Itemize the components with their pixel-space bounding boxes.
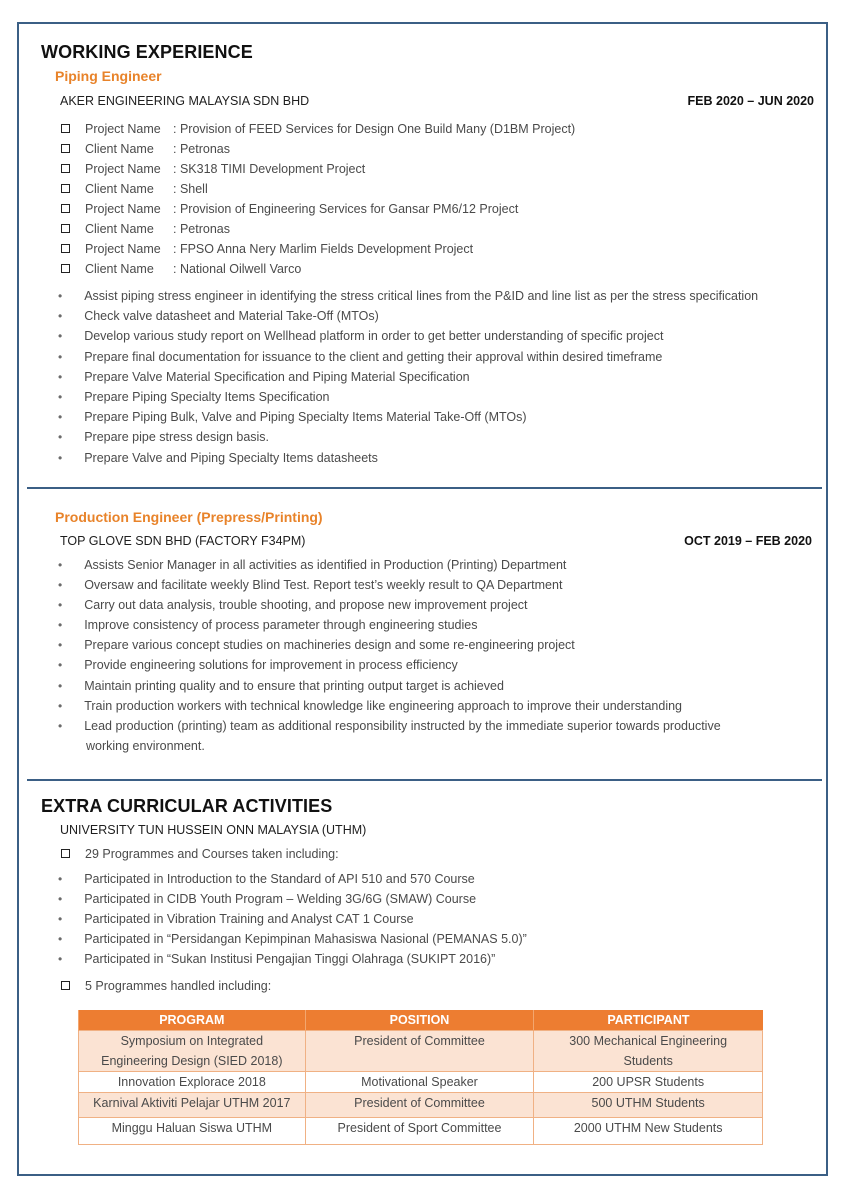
- project-item: [61, 239, 575, 259]
- column-header-program: PROGRAM: [79, 1010, 306, 1031]
- project-item: [61, 219, 575, 239]
- project-label: Project Name: [85, 162, 161, 176]
- job1-project-list: [61, 119, 575, 279]
- project-value: : FPSO Anna Nery Marlim Fields Development Project: [173, 242, 474, 256]
- job1-duties: [58, 286, 758, 468]
- project-item: [61, 159, 575, 179]
- duty-text: Check valve datasheet and Material Take-Off (MTOs): [84, 309, 379, 324]
- program-cell: [79, 1031, 306, 1072]
- project-value: : Petronas: [173, 222, 230, 236]
- bullet-icon: •: [58, 952, 63, 966]
- job2-company: TOP GLOVE SDN BHD (FACTORY F34PM): [60, 534, 306, 548]
- duty-item: [58, 655, 721, 675]
- duty-item: [58, 448, 758, 468]
- duty-text: Assist piping stress engineer in identifying the stress critical lines from the P&ID and line list as per the stress specification: [84, 289, 759, 303]
- checkbox-icon: [61, 124, 70, 133]
- bullet-icon: •: [58, 450, 63, 465]
- bullet-icon: •: [58, 430, 63, 445]
- duty-text: Carry out data analysis, trouble shooting, and propose new improvement project: [84, 598, 528, 613]
- bullet-icon: •: [58, 658, 63, 673]
- duty-item: [58, 635, 721, 655]
- checkbox-icon: [61, 184, 70, 193]
- bullet-icon: •: [58, 598, 63, 613]
- duty-text: Prepare Piping Bulk, Valve and Piping Specialty Items Material Take-Off (MTOs): [84, 410, 527, 425]
- bullet-icon: •: [58, 410, 63, 425]
- university-name: UNIVERSITY TUN HUSSEIN ONN MALAYSIA (UTHM): [60, 823, 367, 837]
- project-label: Project Name: [85, 242, 161, 256]
- project-item: [61, 259, 575, 279]
- duty-text: Prepare various concept studies on machineries design and some re-engineering project: [84, 638, 575, 653]
- course-item: [58, 949, 527, 969]
- program-line: Engineering Design (SIED 2018): [101, 1054, 283, 1068]
- table-row: [79, 1031, 763, 1072]
- duty-item: [58, 595, 721, 615]
- project-item: [61, 139, 575, 159]
- course-item: [58, 869, 527, 889]
- duty-item: [58, 367, 758, 387]
- extra-curricular-heading: EXTRA CURRICULAR ACTIVITIES: [41, 796, 333, 816]
- duty-continuation: [58, 736, 721, 756]
- bullet-icon: •: [58, 578, 63, 593]
- duty-item: [58, 615, 721, 635]
- section-divider: [27, 779, 822, 781]
- program-cell: Karnival Aktiviti Pelajar UTHM 2017: [79, 1093, 306, 1118]
- bullet-icon: •: [58, 932, 63, 946]
- job1-role: Piping Engineer: [55, 68, 162, 84]
- checkbox-icon: [61, 981, 70, 990]
- course-item: [58, 909, 527, 929]
- duty-text: Develop various study report on Wellhead platform in order to get better understanding of specific project: [84, 329, 664, 344]
- job2-role: Production Engineer (Prepress/Printing): [55, 509, 323, 525]
- duty-text: Prepare Valve and Piping Specialty Items datasheets: [84, 450, 378, 465]
- table-row: [79, 1093, 763, 1118]
- handled-intro: [61, 979, 271, 993]
- project-label: Project Name: [85, 122, 161, 136]
- duty-item: [58, 676, 721, 696]
- duty-text: Prepare Piping Specialty Items Specification: [84, 390, 330, 405]
- checkbox-icon: [61, 144, 70, 153]
- project-value: : SK318 TIMI Development Project: [173, 162, 366, 176]
- duty-text: Maintain printing quality and to ensure that printing output target is achieved: [84, 678, 504, 693]
- job2-dates: OCT 2019 – FEB 2020: [684, 534, 812, 548]
- bullet-icon: •: [58, 349, 63, 364]
- position-cell: Motivational Speaker: [305, 1072, 534, 1093]
- course-text: Participated in Introduction to the Standard of API 510 and 570 Course: [84, 872, 475, 886]
- participant-cell: [534, 1031, 763, 1072]
- bullet-icon: •: [58, 309, 63, 324]
- course-item: [58, 929, 527, 949]
- duty-item: [58, 696, 721, 716]
- position-cell: President of Sport Committee: [305, 1118, 534, 1145]
- job2-duties: [58, 555, 721, 756]
- duty-item: [58, 306, 758, 326]
- duty-text: Oversaw and facilitate weekly Blind Test. Report test’s weekly result to QA Department: [84, 578, 563, 593]
- checkbox-icon: [61, 849, 70, 858]
- duty-text: Prepare pipe stress design basis.: [84, 430, 270, 445]
- job1-company: AKER ENGINEERING MALAYSIA SDN BHD: [60, 94, 310, 108]
- duty-item: [58, 286, 758, 306]
- participant-cell: 200 UPSR Students: [534, 1072, 763, 1093]
- bullet-icon: •: [58, 329, 63, 344]
- bullet-icon: •: [58, 369, 63, 384]
- participant-cell: 500 UTHM Students: [534, 1093, 763, 1118]
- duty-item: [58, 347, 758, 367]
- table-row: [79, 1118, 763, 1145]
- project-label: Client Name: [85, 222, 154, 236]
- course-text: Participated in CIDB Youth Program – Welding 3G/6G (SMAW) Course: [84, 892, 477, 906]
- column-header-position: POSITION: [305, 1010, 534, 1031]
- table-header-row: [79, 1010, 763, 1031]
- job1-dates: FEB 2020 – JUN 2020: [687, 94, 814, 108]
- bullet-icon: •: [58, 618, 63, 633]
- duty-text: working environment.: [86, 738, 205, 753]
- duty-item: [58, 427, 758, 447]
- duty-item: [58, 575, 721, 595]
- duty-text: Prepare final documentation for issuance to the client and getting their approval within desired timeframe: [84, 349, 663, 364]
- courses-intro-text: 29 Programmes and Courses taken including:: [85, 847, 339, 861]
- course-text: Participated in Vibration Training and Analyst CAT 1 Course: [84, 912, 414, 926]
- checkbox-icon: [61, 224, 70, 233]
- duty-item: [58, 407, 758, 427]
- duty-text: Lead production (printing) team as additional responsibility instructed by the immediate superior towards productive: [84, 718, 721, 733]
- bullet-icon: •: [58, 390, 63, 405]
- working-experience-heading: WORKING EXPERIENCE: [41, 42, 253, 62]
- duty-text: Provide engineering solutions for improvement in process efficiency: [84, 658, 458, 673]
- duty-text: Improve consistency of process parameter through engineering studies: [84, 618, 478, 633]
- handled-intro-text: 5 Programmes handled including:: [85, 979, 272, 993]
- project-label: Client Name: [85, 182, 154, 196]
- duty-item: [58, 387, 758, 407]
- project-label: Project Name: [85, 202, 161, 216]
- bullet-icon: •: [58, 558, 63, 572]
- checkbox-icon: [61, 264, 70, 273]
- program-cell: Innovation Explorace 2018: [79, 1072, 306, 1093]
- duty-text: Train production workers with technical knowledge like engineering approach to improve their understanding: [84, 698, 682, 713]
- bullet-icon: •: [58, 678, 63, 693]
- courses-list: [58, 869, 527, 969]
- project-item: [61, 119, 575, 139]
- column-header-participant: PARTICIPANT: [534, 1010, 763, 1031]
- programmes-table: [78, 1010, 763, 1145]
- courses-intro: [61, 847, 339, 861]
- checkbox-icon: [61, 244, 70, 253]
- participant-line: 300 Mechanical Engineering: [569, 1034, 728, 1048]
- course-text: Participated in “Sukan Institusi Pengajian Tinggi Olahraga (SUKIPT 2016)”: [84, 952, 496, 966]
- table-row: [79, 1072, 763, 1093]
- section-divider: [27, 487, 822, 489]
- duty-item: [58, 716, 721, 736]
- project-item: [61, 179, 575, 199]
- participant-cell: 2000 UTHM New Students: [534, 1118, 763, 1145]
- bullet-icon: •: [58, 289, 63, 303]
- project-value: : Provision of FEED Services for Design One Build Many (D1BM Project): [173, 122, 576, 136]
- project-label: Client Name: [85, 262, 154, 276]
- project-item: [61, 199, 575, 219]
- bullet-icon: •: [58, 698, 63, 713]
- bullet-icon: •: [58, 718, 63, 733]
- program-line: Symposium on Integrated: [120, 1034, 264, 1048]
- duty-text: Assists Senior Manager in all activities as identified in Production (Printing) Department: [84, 558, 567, 572]
- course-item: [58, 889, 527, 909]
- project-value: : Provision of Engineering Services for Gansar PM6/12 Project: [173, 202, 519, 216]
- checkbox-icon: [61, 164, 70, 173]
- bullet-icon: •: [58, 638, 63, 653]
- bullet-icon: •: [58, 892, 63, 906]
- duty-item: [58, 326, 758, 346]
- course-text: Participated in “Persidangan Kepimpinan Mahasiswa Nasional (PEMANAS 5.0)”: [84, 932, 527, 946]
- checkbox-icon: [61, 204, 70, 213]
- project-value: : National Oilwell Varco: [173, 262, 302, 276]
- project-value: : Shell: [173, 182, 208, 196]
- position-cell: President of Committee: [305, 1093, 534, 1118]
- program-cell: Minggu Haluan Siswa UTHM: [79, 1118, 306, 1145]
- position-cell: President of Committee: [305, 1031, 534, 1072]
- project-label: Client Name: [85, 142, 154, 156]
- duty-item: [58, 555, 721, 575]
- duty-text: Prepare Valve Material Specification and Piping Material Specification: [84, 369, 470, 384]
- participant-line: Students: [623, 1054, 673, 1068]
- bullet-icon: •: [58, 912, 63, 926]
- project-value: : Petronas: [173, 142, 230, 156]
- bullet-icon: •: [58, 872, 63, 886]
